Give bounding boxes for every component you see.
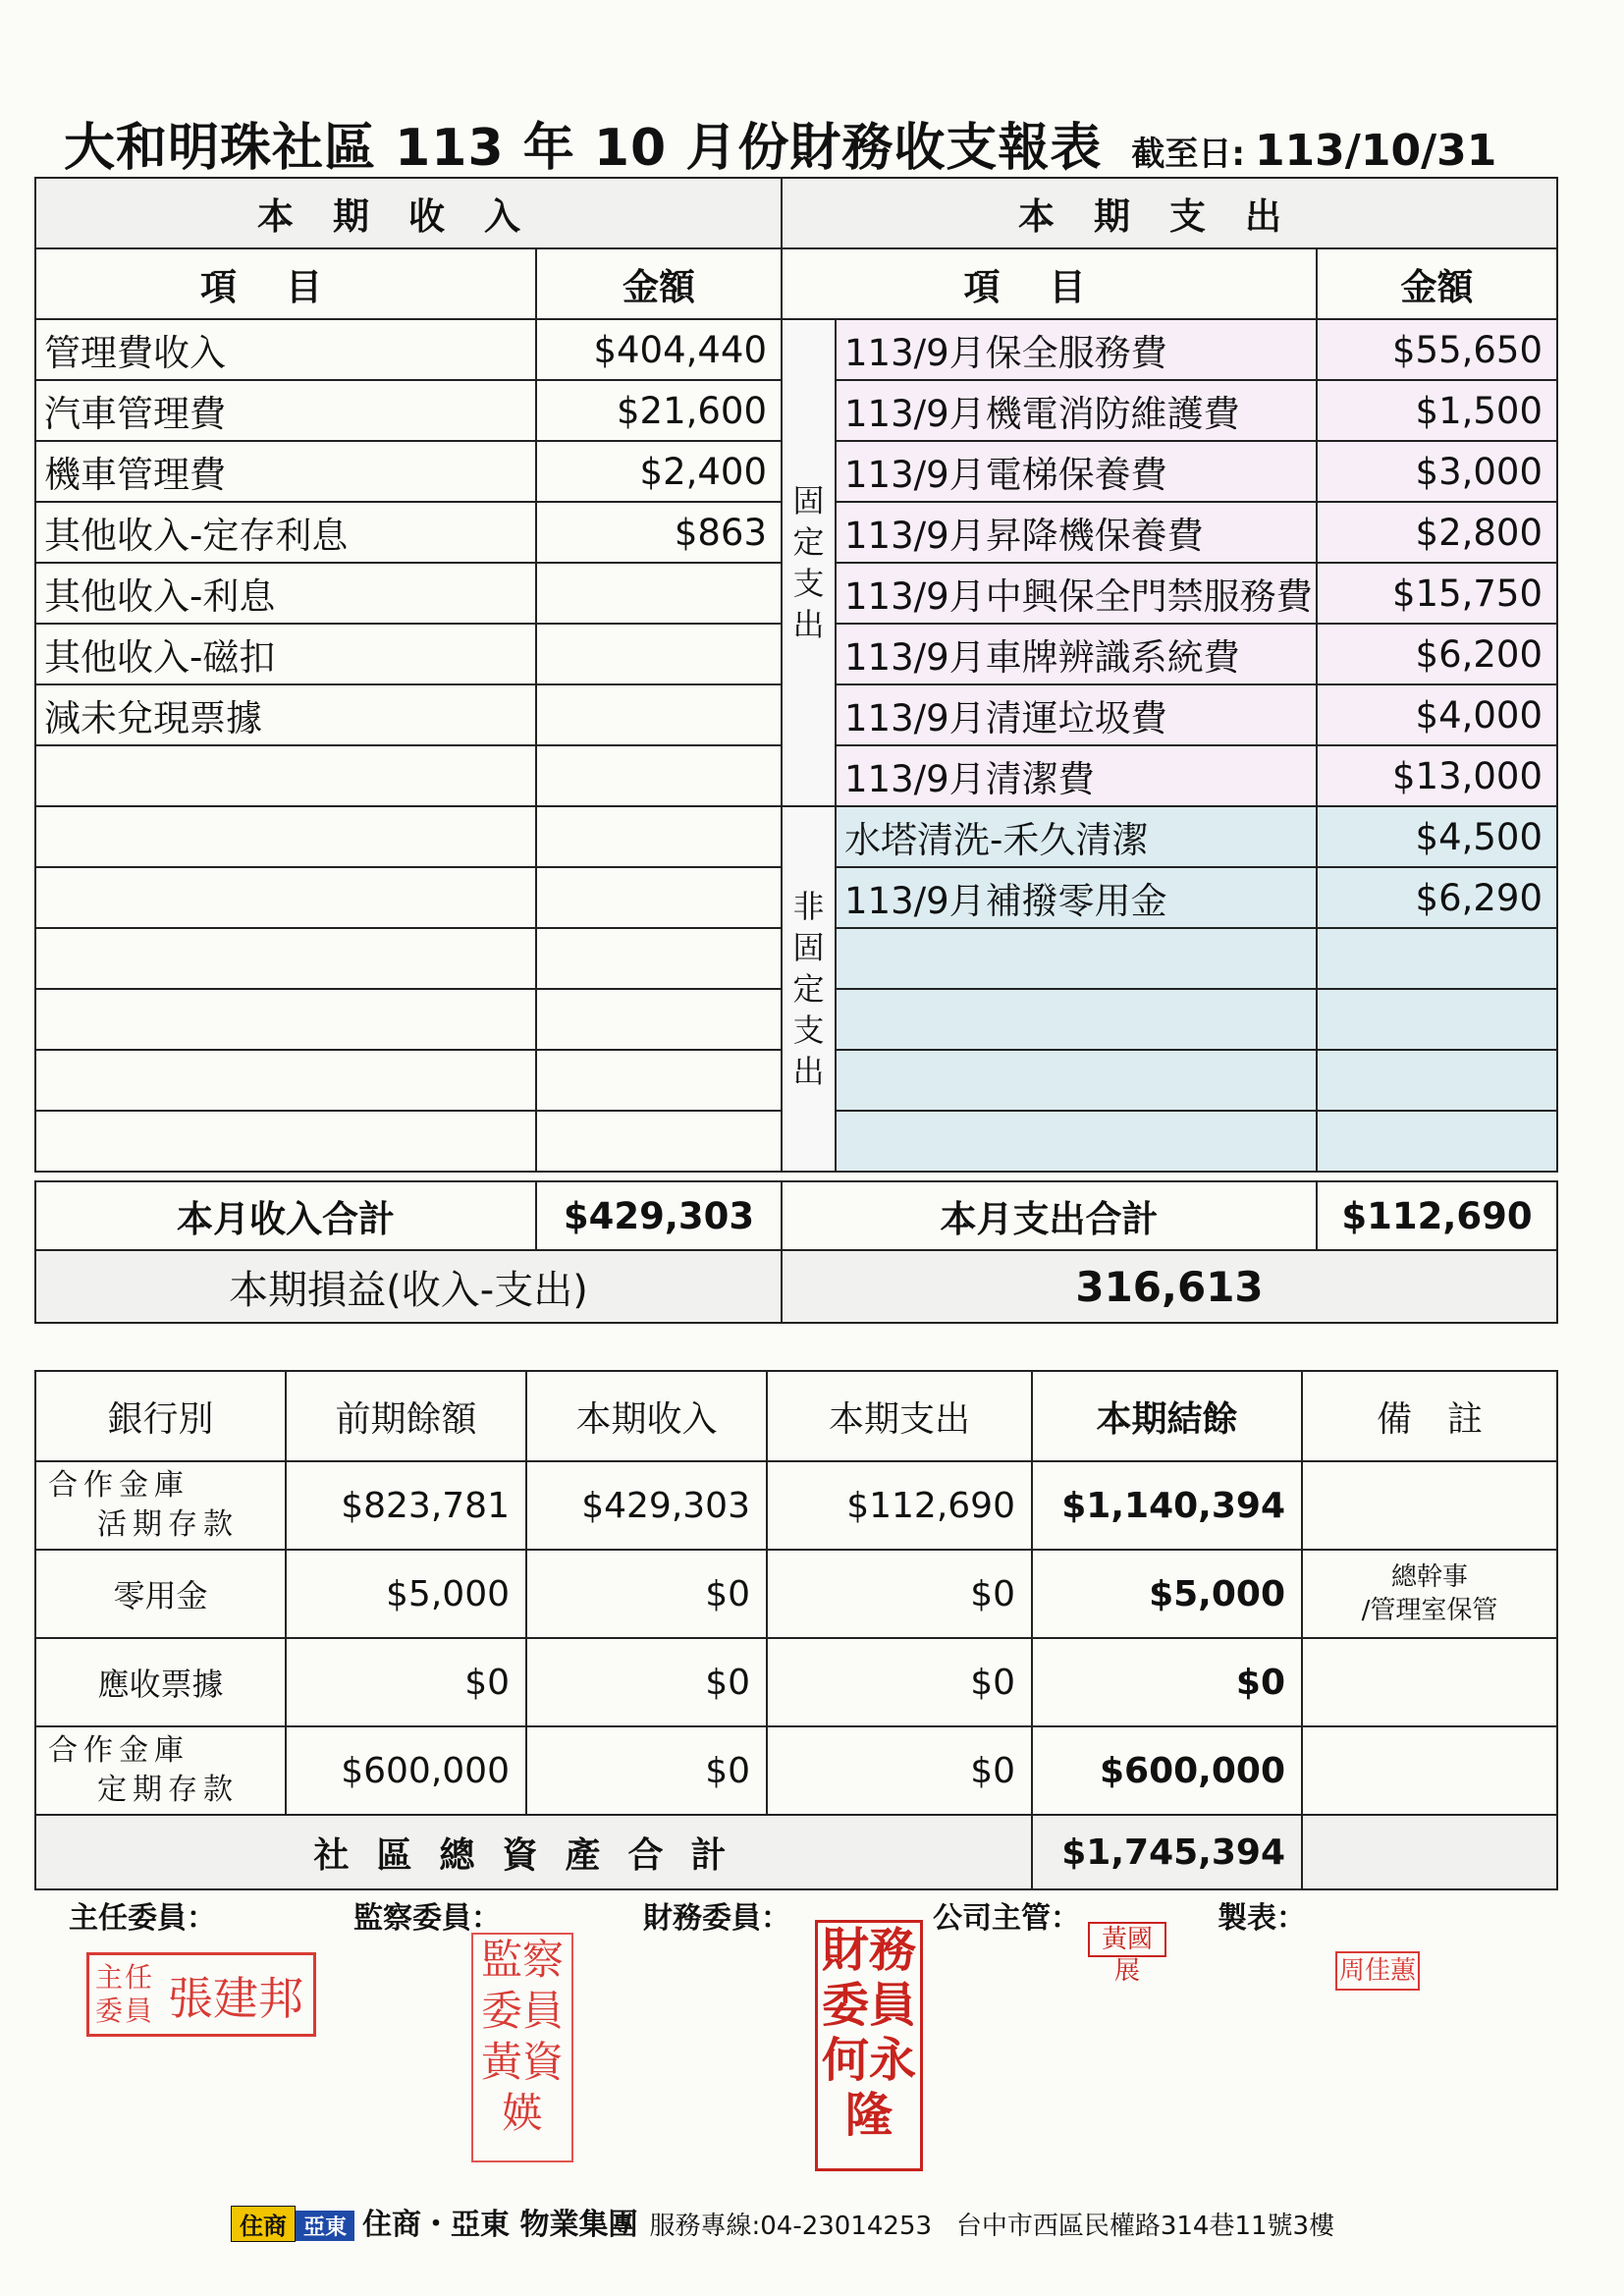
bank-row <box>35 1550 1557 1638</box>
total-assets-value: $1,745,394 <box>1032 1815 1302 1889</box>
totals-row <box>35 1181 1557 1250</box>
expense-item-amount: $4,000 <box>1317 684 1557 745</box>
sign-preparer: 製表： <box>1218 1901 1306 1936</box>
chair-seal-name: 張建邦 <box>168 1972 303 2025</box>
brand-logo: 住商 <box>231 2206 296 2242</box>
income-total-label: 本月收入合計 <box>35 1181 536 1250</box>
expense-item-label: 113/9月電梯保養費 <box>836 441 1317 502</box>
income-item-amount <box>536 745 782 806</box>
expense-item-amount: $1,500 <box>1317 380 1557 441</box>
expense-item-label: 113/9月車牌辨識系統費 <box>836 624 1317 684</box>
income-item-amount <box>536 563 782 624</box>
expense-header: 本期支出 <box>782 178 1557 248</box>
bank-row <box>35 1638 1557 1726</box>
bank-header-4: 本期結餘 <box>1032 1371 1302 1461</box>
expense-item-label <box>836 1111 1317 1172</box>
bank-balance-table <box>34 1370 1558 1890</box>
report-title-main: 大和明珠社區 113 年 10 月份財務收支報表 <box>64 119 1103 178</box>
expense-item-amount <box>1317 1050 1557 1111</box>
bank-note-line1: 總幹事 <box>1390 1562 1468 1592</box>
bank-name-line2: 活期存款 <box>97 1507 239 1542</box>
profit-loss-value: 316,613 <box>782 1250 1557 1323</box>
income-item-amount <box>536 1050 782 1111</box>
income-item-amount <box>536 1111 782 1172</box>
chair-seal <box>86 1952 316 2037</box>
income-item-label <box>35 928 536 989</box>
expense-col-item-text: 項目 <box>963 266 1135 308</box>
bank-expense: $0 <box>767 1726 1032 1815</box>
company-seal: 黃國展 <box>1088 1922 1166 1957</box>
profit-loss-row <box>35 1250 1557 1323</box>
bank-note <box>1302 1638 1557 1726</box>
chair-seal-title: 主任委員 <box>95 1961 155 2027</box>
expense-item-label: 水塔清洗-禾久清潔 <box>836 806 1317 867</box>
expense-item-label: 113/9月保全服務費 <box>836 319 1317 380</box>
bank-expense: $0 <box>767 1638 1032 1726</box>
bank-name: 零用金 <box>35 1550 286 1638</box>
expense-item-amount: $4,500 <box>1317 806 1557 867</box>
bank-income: $0 <box>526 1550 767 1638</box>
expense-item-label <box>836 1050 1317 1111</box>
income-expense-table <box>34 177 1558 1324</box>
expense-item-label: 113/9月機電消防維護費 <box>836 380 1317 441</box>
income-item-amount <box>536 624 782 684</box>
bank-income: $429,303 <box>526 1461 767 1550</box>
income-item-amount <box>536 867 782 928</box>
expense-item-label <box>836 989 1317 1050</box>
income-item-label: 其他收入-定存利息 <box>35 502 536 563</box>
bank-prev-balance: $0 <box>286 1638 526 1726</box>
company-address: 台中市西區民權路314巷11號3樓 <box>955 2212 1335 2241</box>
bank-name: 應收票據 <box>35 1638 286 1726</box>
expense-item-label: 113/9月清潔費 <box>836 745 1317 806</box>
expense-item-label: 113/9月清運垃圾費 <box>836 684 1317 745</box>
sign-company: 公司主管： <box>933 1901 1080 1936</box>
total-assets-row <box>35 1815 1557 1889</box>
income-item-amount <box>536 928 782 989</box>
bank-name <box>35 1726 286 1815</box>
income-item-label <box>35 867 536 928</box>
bank-row <box>35 1461 1557 1550</box>
as-of-label: 截至日: <box>1131 135 1245 174</box>
income-col-amount: 金額 <box>536 248 782 319</box>
expense-item-amount: $55,650 <box>1317 319 1557 380</box>
expense-total-label: 本月支出合計 <box>782 1181 1317 1250</box>
as-of-date: 113/10/31 <box>1254 126 1497 176</box>
income-item-amount <box>536 989 782 1050</box>
bank-prev-balance: $600,000 <box>286 1726 526 1815</box>
bank-note <box>1302 1550 1557 1638</box>
expense-item-amount <box>1317 928 1557 989</box>
bank-name <box>35 1461 286 1550</box>
expense-item-amount: $13,000 <box>1317 745 1557 806</box>
expense-item-amount: $6,200 <box>1317 624 1557 684</box>
signature-row <box>69 1893 1542 1936</box>
income-item-label: 管理費收入 <box>35 319 536 380</box>
bank-header-0: 銀行別 <box>35 1371 286 1461</box>
bank-header-1: 前期餘額 <box>286 1371 526 1461</box>
total-assets-label: 社區總資產合計 <box>35 1815 1032 1889</box>
income-item-amount: $2,400 <box>536 441 782 502</box>
bank-prev-balance: $5,000 <box>286 1550 526 1638</box>
income-item-label: 減未兌現票據 <box>35 684 536 745</box>
expense-item-amount: $2,800 <box>1317 502 1557 563</box>
bank-balance: $0 <box>1032 1638 1302 1726</box>
expense-item-amount: $3,000 <box>1317 441 1557 502</box>
income-item-label: 其他收入-磁扣 <box>35 624 536 684</box>
brand-logo-2: 亞東 <box>296 2211 354 2241</box>
bank-header-2: 本期收入 <box>526 1371 767 1461</box>
expense-item-label: 113/9月昇降機保養費 <box>836 502 1317 563</box>
income-item-label: 機車管理費 <box>35 441 536 502</box>
expense-item-label <box>836 928 1317 989</box>
bank-prev-balance: $823,781 <box>286 1461 526 1550</box>
expense-item-label: 113/9月補撥零用金 <box>836 867 1317 928</box>
bank-name-line2: 定期存款 <box>97 1773 239 1807</box>
expense-item-amount: $15,750 <box>1317 563 1557 624</box>
bank-expense: $0 <box>767 1550 1032 1638</box>
table-row <box>35 319 1557 380</box>
bank-name-line1: 合作金庫 <box>48 1468 189 1503</box>
fixed-expense-label: 固定支出 <box>782 319 836 806</box>
bank-income: $0 <box>526 1726 767 1815</box>
preparer-seal: 周佳蕙 <box>1335 1951 1420 1991</box>
bank-header-5: 備 註 <box>1302 1371 1557 1461</box>
profit-loss-label: 本期損益(收入-支出) <box>35 1250 782 1323</box>
income-item-amount: $21,600 <box>536 380 782 441</box>
sign-chair: 主任委員： <box>69 1901 216 1936</box>
spacer-cell <box>35 1172 1557 1181</box>
row-spacer <box>35 1172 1557 1181</box>
income-item-amount <box>536 684 782 745</box>
bank-note <box>1302 1726 1557 1815</box>
bank-note-line2: /管理室保管 <box>1361 1596 1498 1625</box>
expense-total-value: $112,690 <box>1317 1181 1557 1250</box>
income-item-label <box>35 1050 536 1111</box>
total-assets-note <box>1302 1815 1557 1889</box>
bank-row <box>35 1726 1557 1815</box>
bank-income: $0 <box>526 1638 767 1726</box>
supervisor-seal: 監察委員黃資媖 <box>471 1933 573 2162</box>
nonfixed-expense-label: 非固定支出 <box>782 806 836 1172</box>
bank-balance: $600,000 <box>1032 1726 1302 1815</box>
income-item-amount: $863 <box>536 502 782 563</box>
income-item-label <box>35 1111 536 1172</box>
income-item-label <box>35 989 536 1050</box>
bank-balance: $1,140,394 <box>1032 1461 1302 1550</box>
footer <box>231 2200 1507 2242</box>
report-title <box>64 106 1561 177</box>
expense-item-amount: $6,290 <box>1317 867 1557 928</box>
brand-name: 住商・亞東 物業集團 <box>362 2208 638 2242</box>
expense-col-item <box>782 248 1317 319</box>
income-col-item-text: 項目 <box>200 266 371 308</box>
expense-col-amount: 金額 <box>1317 248 1557 319</box>
bank-name-line1: 合作金庫 <box>48 1733 189 1768</box>
sign-supervisor: 監察委員： <box>353 1901 501 1936</box>
income-col-item <box>35 248 536 319</box>
expense-item-amount <box>1317 989 1557 1050</box>
income-item-label <box>35 806 536 867</box>
income-item-amount <box>536 806 782 867</box>
bank-expense: $112,690 <box>767 1461 1032 1550</box>
finance-seal: 財務委員何永隆 <box>815 1920 923 2171</box>
bank-header-3: 本期支出 <box>767 1371 1032 1461</box>
income-header: 本期收入 <box>35 178 782 248</box>
bank-balance: $5,000 <box>1032 1550 1302 1638</box>
table-row <box>35 806 1557 867</box>
sign-finance: 財務委員： <box>643 1901 790 1936</box>
bank-note <box>1302 1461 1557 1550</box>
income-total-value: $429,303 <box>536 1181 782 1250</box>
income-item-amount: $404,440 <box>536 319 782 380</box>
income-item-label: 汽車管理費 <box>35 380 536 441</box>
income-item-label <box>35 745 536 806</box>
expense-item-amount <box>1317 1111 1557 1172</box>
income-item-label: 其他收入-利息 <box>35 563 536 624</box>
service-hotline: 服務專線:04-23014253 <box>649 2212 933 2241</box>
expense-item-label: 113/9月中興保全門禁服務費 <box>836 563 1317 624</box>
